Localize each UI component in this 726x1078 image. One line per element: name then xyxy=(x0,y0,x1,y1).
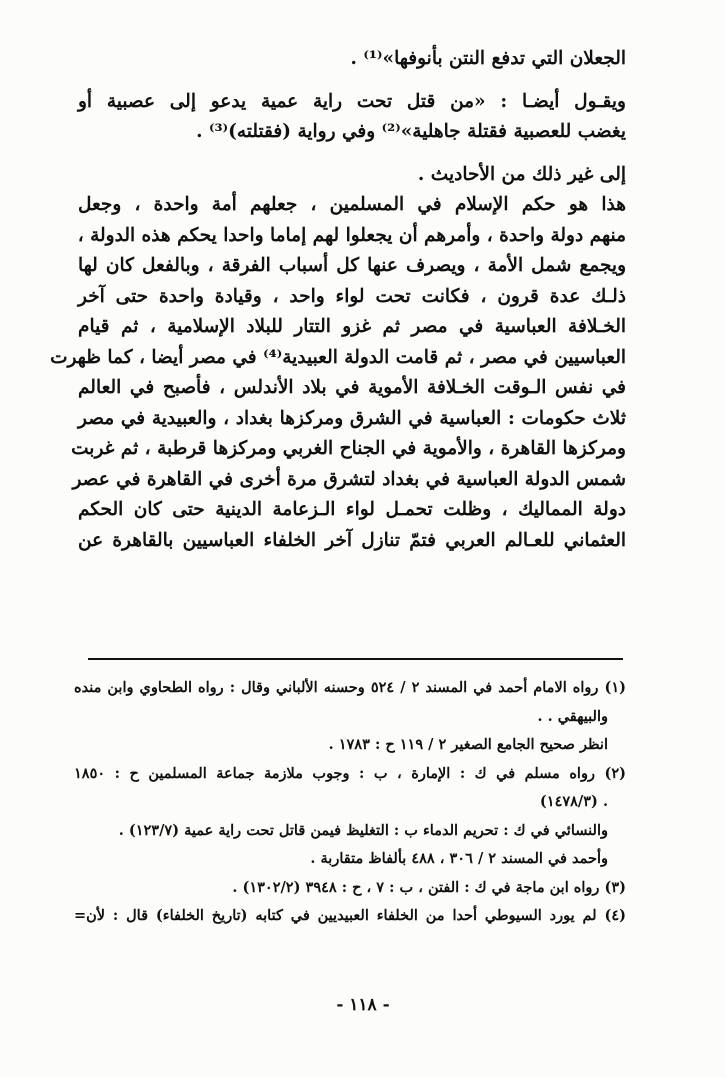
text-line: العباسيين في مصر ، ثم قامت الدولة العبيدية⁽⁴⁾ في مصر أيضا ، كما ظهرت xyxy=(50,346,626,368)
text-line: إلى غير ذلك من الأحاديث . xyxy=(417,163,626,185)
text-line: العثماني للعـالم العربي فتمّ تنازل آخر الخلفاء العباسيين بالقاهرة عن xyxy=(78,529,626,551)
text-line: الجعلان التي تدفع النتن بأنوفها»⁽¹⁾ . xyxy=(350,48,626,69)
footnote-line: انظر صحيح الجامع الصغير ٢ / ١١٩ ح : ١٧٨٣ . xyxy=(328,736,608,753)
paragraph-gap xyxy=(78,148,626,160)
page-number: - ١١٨ - xyxy=(336,995,390,1015)
text-line: شمس الدولة العباسية في بغداد لتشرق مرة أخرى في القاهرة في عصر xyxy=(72,468,626,490)
text-line: في نفس الـوقت الخـلافة الأموية في بلاد الأندلس ، فأصبح في العالم xyxy=(78,377,626,398)
footnotes xyxy=(74,674,626,931)
paragraph-gap xyxy=(78,75,626,87)
footnote-line: . (١٤٧٨/٣) xyxy=(539,793,608,810)
text-line: ويجمع شمل الأمة ، ويصرف عنها كل أسباب الفرقة ، وبالفعل كان لها xyxy=(78,255,626,276)
footnote-line: والبيهقي . . xyxy=(537,707,608,725)
footnote-line: (٤) لم يورد السيوطي أحدا من الخلفاء العبيديين في كتابه (تاريخ الخلفاء) قال : لأن= xyxy=(74,907,626,924)
footnote-line: (٣) رواه ابن ماجة في ك : الفتن ، ب : ٧ ، ح : ٣٩٤٨ (١٣٠٢/٢) . xyxy=(232,878,626,896)
text-line: الخـلافة العباسية في مصر ثم غزو التتار للبلاد الإسلامية ، ثم قيام xyxy=(78,316,626,337)
text-line: ومركزها القاهرة ، والأموية في الجناح الغربي ومركزها قرطبة ، ثم غربت xyxy=(71,438,626,459)
text-line: ثلاث حكومات : العباسية في الشرق ومركزها بغداد ، والعبيدية في مصر xyxy=(78,407,626,429)
text-line: ذلـك عدة قرون ، فكانت تحت لواء واحد ، وقيادة واحدة حتى آخر xyxy=(78,285,626,307)
text-line: دولة المماليك ، وظلت تحمـل لواء الـزعامة الدينية حتى كان الحكم xyxy=(78,499,626,520)
footnote-divider xyxy=(88,658,623,660)
footnote-line: (١) رواه الامام أحمد في المسند ٢ / ٥٢٤ وحسنه الألباني وقال : رواه الطحاوي وابن منده xyxy=(74,679,626,696)
text-line: هذا هو حكم الإسلام في المسلمين ، جعلهم أمة واحدة ، وجعل xyxy=(78,194,626,215)
footnote-line: والنسائي في ك : تحريم الدماء ب : التغليظ فيمن قاتل تحت راية عمية (١٢٣/٧) . xyxy=(118,821,608,839)
footnote-line: (٢) رواه مسلم في ك : الإمارة ، ب : وجوب ملازمة جماعة المسلمين ح : ١٨٥٠ xyxy=(74,764,626,782)
text-line: منهم دولة واحدة ، وأمرهم أن يجعلوا لهم إماما واحدا يحكم هذه الدولة ، xyxy=(77,224,626,246)
text-line: يغضب للعصبية فقتلة جاهلية»⁽²⁾ وفي رواية (فقتلته)⁽³⁾ . xyxy=(196,121,626,142)
text-line: ويقـول أيضـا : «من قتل تحت راية عمية يدعو إلى عصبية أو xyxy=(78,90,626,112)
footnote-line: وأحمد في المسند ٢ / ٣٠٦ ، ٤٨٨ بألفاظ متقاربة . xyxy=(310,850,608,867)
main-text xyxy=(50,44,626,556)
